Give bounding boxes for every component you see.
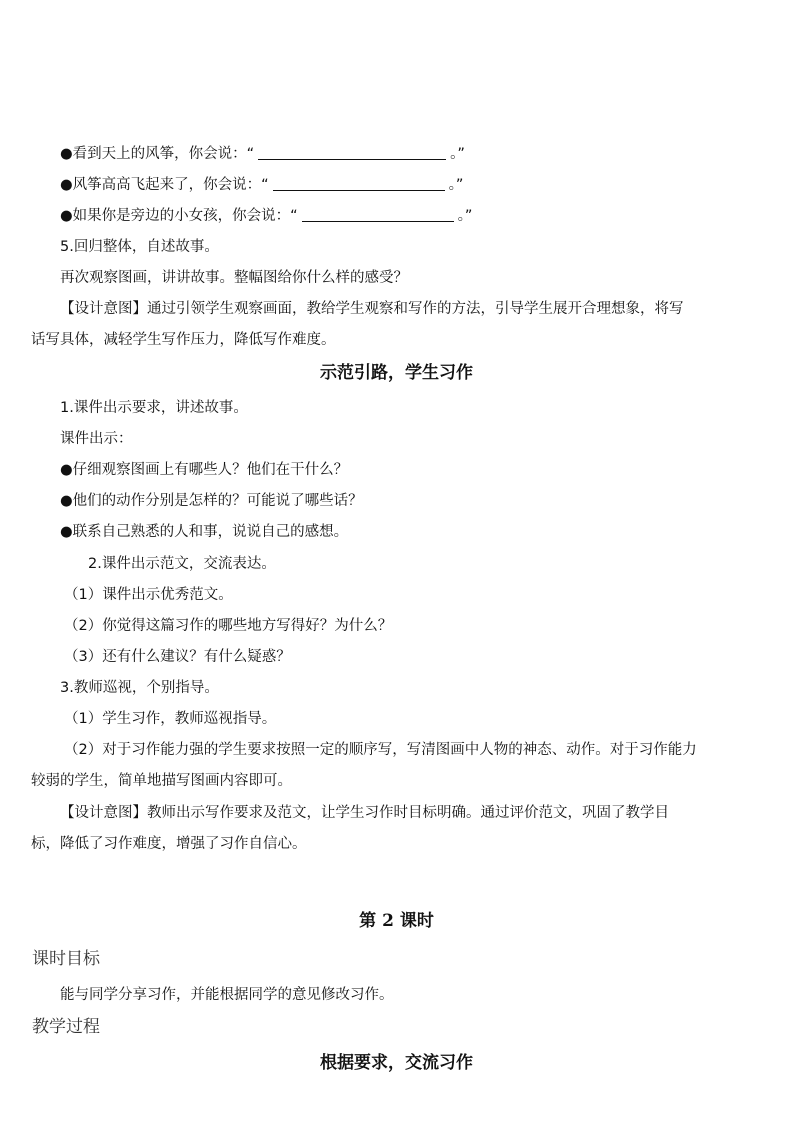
answer-blank-1 (258, 145, 446, 160)
design-intent-2-line-1: 【设计意图】教师出示写作要求及范文，让学生习作时目标明确。通过评价范文，巩固了教学目 (60, 805, 669, 821)
lesson-goal-label: 课时目标 (32, 949, 100, 969)
blank-item-2-close: 。” (448, 177, 464, 193)
lesson-2-title: 第 2 课时 (359, 911, 434, 931)
blank-item-3 (60, 205, 472, 227)
blank-item-3-close: 。” (457, 208, 473, 224)
requirement-3: ●联系自己熟悉的人和事，说说自己的感想。 (60, 524, 349, 540)
lesson-goal-text: 能与同学分享习作，并能根据同学的意见修改习作。 (60, 987, 394, 1003)
step-3-sub-2-line-2: 较弱的学生，简单地描写图画内容即可。 (31, 773, 292, 789)
requirement-2: ●他们的动作分别是怎样的？可能说了哪些话？ (60, 493, 363, 509)
blank-item-2 (60, 174, 463, 196)
step-1: 1.课件出示要求，讲述故事。 (60, 400, 248, 416)
courseware-show-label: 课件出示： (60, 431, 133, 447)
answer-blank-3 (302, 207, 454, 222)
step-2-sub-3: （3）还有什么建议？有什么疑惑？ (64, 649, 291, 665)
requirement-1: ●仔细观察图画上有哪些人？他们在干什么？ (60, 462, 349, 478)
blank-item-3-prompt: ●如果你是旁边的小女孩，你会说：“ (60, 208, 298, 224)
design-intent-1-line-2: 话写具体，减轻学生写作压力，降低写作难度。 (31, 332, 336, 348)
step-2: 2.课件出示范文，交流表达。 (88, 556, 276, 572)
step-2-sub-2: （2）你觉得这篇习作的哪些地方写得好？为什么？ (64, 618, 393, 634)
step-3-sub-2-line-1: （2）对于习作能力强的学生要求按照一定的顺序写，写清图画中人物的神态、动作。对于习作能力 (64, 742, 697, 758)
blank-item-2-prompt: ●风筝高高飞起来了，你会说：“ (60, 177, 269, 193)
design-intent-1-line-1: 【设计意图】通过引领学生观察画面，教给学生观察和写作的方法，引导学生展开合理想象，将写 (60, 301, 684, 317)
teaching-process-label: 教学过程 (32, 1017, 100, 1037)
step-5: 5.回归整体，自述故事。 (60, 239, 219, 255)
section-heading-share: 根据要求，交流习作 (320, 1053, 473, 1073)
step-2-sub-1: （1）课件出示优秀范文。 (64, 587, 233, 603)
design-intent-2-line-2: 标，降低了习作难度，增强了习作自信心。 (31, 836, 307, 852)
blank-item-1 (60, 143, 465, 165)
blank-item-1-close: 。” (450, 146, 465, 162)
blank-item-1-prompt: ●看到天上的风筝，你会说：“ (60, 146, 255, 162)
retell-prompt: 再次观察图画，讲讲故事。整幅图给你什么样的感受？ (60, 270, 408, 286)
answer-blank-2 (273, 176, 445, 191)
step-3-sub-1: （1）学生习作，教师巡视指导。 (64, 711, 277, 727)
step-3: 3.教师巡视，个别指导。 (60, 680, 219, 696)
section-heading-demo: 示范引路，学生习作 (320, 363, 473, 383)
